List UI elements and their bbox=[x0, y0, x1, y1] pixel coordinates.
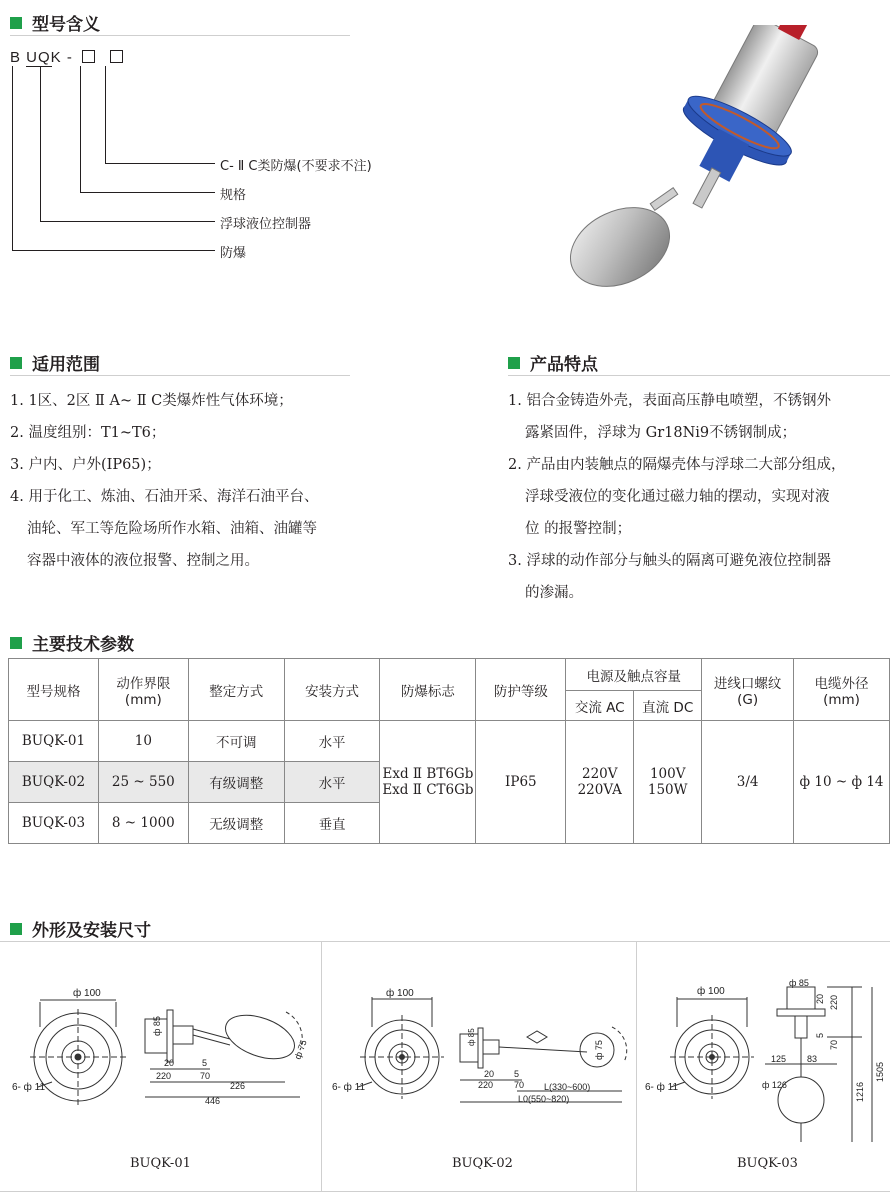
dim-226: 226 bbox=[230, 1081, 246, 1091]
th-protection: 防护等级 bbox=[476, 659, 566, 721]
cell-setting: 有级调整 bbox=[188, 762, 284, 803]
cell-dc-line1: 100V bbox=[649, 766, 686, 782]
dim-holes: 6- ф 11 bbox=[12, 1082, 46, 1093]
scope-item-continued: 油轮、军工等危险场所作水箱、油箱、油罐等 bbox=[27, 521, 317, 537]
dim-dia-85: ф 85 bbox=[152, 1016, 162, 1036]
drawing-buqk-02 bbox=[322, 942, 636, 1152]
dim-70: 70 bbox=[829, 1039, 839, 1050]
tree-line bbox=[80, 192, 215, 193]
cell-range: 25 ~ 550 bbox=[98, 762, 188, 803]
cell-install: 水平 bbox=[284, 762, 380, 803]
section-title-specs bbox=[10, 630, 134, 655]
cell-exmark bbox=[380, 721, 476, 844]
scope-item: 4. 用于化工、炼油、石油开采、海洋石油平台、 bbox=[10, 489, 319, 505]
th-model: 型号规格 bbox=[9, 659, 99, 721]
section-marker bbox=[10, 923, 22, 935]
code-box-1 bbox=[82, 50, 95, 63]
dim-70: 70 bbox=[200, 1071, 211, 1081]
th-dc: 直流 DC bbox=[634, 691, 702, 721]
dim-holes: 6- ф 11 bbox=[645, 1082, 679, 1093]
dim-20: 20 bbox=[164, 1058, 175, 1068]
th-cable-line1: 电缆外径 bbox=[814, 675, 869, 692]
dim-dia-75: ф 75 bbox=[594, 1040, 604, 1060]
scope-item: 3. 户内、户外(IP65)； bbox=[10, 457, 161, 473]
section-title-text: 型号含义 bbox=[32, 15, 100, 35]
th-range-line1: 动作界限 bbox=[116, 675, 171, 692]
dim-20: 20 bbox=[484, 1069, 495, 1079]
cell-setting: 无级调整 bbox=[188, 803, 284, 844]
dim-20: 20 bbox=[815, 993, 825, 1004]
scope-item-continued: 容器中液体的液位报警、控制之用。 bbox=[27, 553, 259, 569]
cell-ac-line2: 220VA bbox=[577, 782, 622, 798]
section-marker bbox=[10, 357, 22, 369]
th-ac: 交流 AC bbox=[566, 691, 634, 721]
caption-buqk-02: BUQK-02 bbox=[452, 1156, 513, 1171]
cell-range: 8 ~ 1000 bbox=[98, 803, 188, 844]
dim-dia-100: ф 100 bbox=[73, 988, 101, 999]
dim-220: 220 bbox=[829, 994, 839, 1010]
dim-83: 83 bbox=[807, 1054, 818, 1064]
code-label-explosion-class: C- Ⅱ C类防爆(不要求不注) bbox=[220, 159, 372, 174]
section-title-text: 适用范围 bbox=[32, 355, 100, 375]
feature-item: 3. 浮球的动作部分与触头的隔离可避免液位控制器 bbox=[508, 553, 831, 569]
scope-item: 2. 温度组别：T1~T6； bbox=[10, 425, 166, 441]
dim-l-range: L(330~600) bbox=[544, 1082, 591, 1092]
dim-dia-100: ф 100 bbox=[386, 988, 414, 999]
th-exmark: 防爆标志 bbox=[380, 659, 476, 721]
dim-1216: 1216 bbox=[855, 1081, 865, 1102]
cell-install: 水平 bbox=[284, 721, 380, 762]
tree-line bbox=[12, 66, 13, 250]
model-code bbox=[10, 49, 123, 66]
feature-item: 2. 产品由内装触点的隔爆壳体与浮球二大部分组成， bbox=[508, 457, 846, 473]
cell-range: 10 bbox=[98, 721, 188, 762]
section-title-scope bbox=[10, 350, 100, 375]
feature-item-continued: 位 的报警控制； bbox=[525, 521, 632, 537]
feature-item-continued: 浮球受液位的变化通过磁力轴的摆动，实现对液 bbox=[525, 489, 830, 505]
dim-dia-85: ф 85 bbox=[789, 978, 809, 988]
code-box-2 bbox=[110, 50, 123, 63]
cell-exmark-line2: Exd Ⅱ CT6Gb bbox=[382, 782, 474, 798]
dim-holes: 6- ф 11 bbox=[332, 1082, 366, 1093]
dim-5: 5 bbox=[815, 1032, 825, 1038]
cell-exmark-line1: Exd Ⅱ BT6Gb bbox=[382, 766, 474, 782]
section-rule bbox=[10, 375, 350, 376]
section-rule bbox=[10, 35, 350, 36]
section-title-text: 产品特点 bbox=[530, 355, 598, 375]
section-title-text: 外形及安装尺寸 bbox=[32, 921, 151, 941]
dim-70: 70 bbox=[514, 1080, 525, 1090]
th-cable-line2: (mm) bbox=[823, 691, 860, 708]
section-title-model bbox=[10, 10, 100, 35]
th-thread-line2: (G) bbox=[737, 691, 759, 708]
feature-item: 1. 铝合金铸造外壳，表面高压静电喷塑，不锈钢外 bbox=[508, 393, 831, 409]
code-label-spec: 规格 bbox=[220, 188, 247, 203]
dim-5: 5 bbox=[514, 1069, 520, 1079]
th-thread bbox=[702, 659, 794, 721]
table-row bbox=[9, 721, 890, 762]
drawings-panel bbox=[0, 941, 890, 1192]
model-code-prefix: B UQK - bbox=[10, 49, 73, 66]
code-label-type: 浮球液位控制器 bbox=[220, 217, 312, 232]
cell-protection: IP65 bbox=[476, 721, 566, 844]
cell-thread: 3/4 bbox=[702, 721, 794, 844]
caption-buqk-03: BUQK-03 bbox=[737, 1156, 798, 1171]
feature-item-continued: 的渗漏。 bbox=[525, 585, 583, 601]
th-range-line2: (mm) bbox=[124, 691, 162, 708]
tree-line bbox=[40, 221, 215, 222]
dim-dia-100: ф 100 bbox=[697, 986, 725, 997]
cell-ac-line1: 220V bbox=[581, 766, 618, 782]
tree-line bbox=[26, 66, 52, 67]
dim-1505: 1505 bbox=[875, 1061, 885, 1082]
section-marker bbox=[10, 17, 22, 29]
section-marker bbox=[10, 637, 22, 649]
cell-install: 垂直 bbox=[284, 803, 380, 844]
section-title-text: 主要技术参数 bbox=[32, 635, 134, 655]
tree-line bbox=[12, 250, 215, 251]
section-rule bbox=[508, 375, 890, 376]
scope-list bbox=[10, 385, 318, 577]
cell-cable: ф 10 ~ ф 14 bbox=[794, 721, 890, 844]
th-power: 电源及触点容量 bbox=[566, 659, 702, 691]
tree-line bbox=[40, 66, 41, 221]
drawing-buqk-03 bbox=[637, 942, 890, 1152]
dim-125: 125 bbox=[771, 1054, 787, 1064]
cell-model: BUQK-03 bbox=[9, 803, 99, 844]
th-thread-line1: 进线口螺纹 bbox=[713, 675, 782, 692]
th-range bbox=[98, 659, 188, 721]
product-photo bbox=[550, 25, 850, 300]
cell-dc bbox=[634, 721, 702, 844]
section-title-features bbox=[508, 350, 598, 375]
cell-ac bbox=[566, 721, 634, 844]
dim-dia-85: ф 85 bbox=[467, 1028, 476, 1046]
dim-l0-range: L0(550~820) bbox=[518, 1094, 570, 1104]
dim-5: 5 bbox=[202, 1058, 208, 1068]
feature-item-continued: 露紧固件，浮球为 Gr18Ni9不锈钢制成； bbox=[525, 425, 797, 441]
tree-line bbox=[105, 66, 106, 163]
scope-item: 1. 1区、2区 Ⅱ A~ Ⅱ C类爆炸性气体环境； bbox=[10, 393, 293, 409]
dim-446: 446 bbox=[205, 1096, 221, 1106]
cell-model: BUQK-01 bbox=[9, 721, 99, 762]
tree-line bbox=[105, 163, 215, 164]
features-list bbox=[508, 385, 890, 609]
dim-220: 220 bbox=[156, 1071, 172, 1081]
code-label-explosion: 防爆 bbox=[220, 246, 247, 261]
th-setting: 整定方式 bbox=[188, 659, 284, 721]
spec-table bbox=[8, 658, 890, 844]
cell-model: BUQK-02 bbox=[9, 762, 99, 803]
cell-setting: 不可调 bbox=[188, 721, 284, 762]
tree-line bbox=[80, 66, 81, 192]
caption-buqk-01: BUQK-01 bbox=[130, 1156, 191, 1171]
dim-dia-126: ф 126 bbox=[762, 1080, 787, 1090]
cell-dc-line2: 150W bbox=[647, 782, 688, 798]
th-cable bbox=[794, 659, 890, 721]
dim-dia-75: ф 75 bbox=[292, 1038, 309, 1061]
drawing-buqk-01 bbox=[0, 942, 321, 1152]
table-header-row bbox=[9, 659, 890, 691]
dim-220: 220 bbox=[478, 1080, 494, 1090]
th-install: 安装方式 bbox=[284, 659, 380, 721]
section-marker bbox=[508, 357, 520, 369]
section-title-dimensions bbox=[10, 916, 151, 941]
